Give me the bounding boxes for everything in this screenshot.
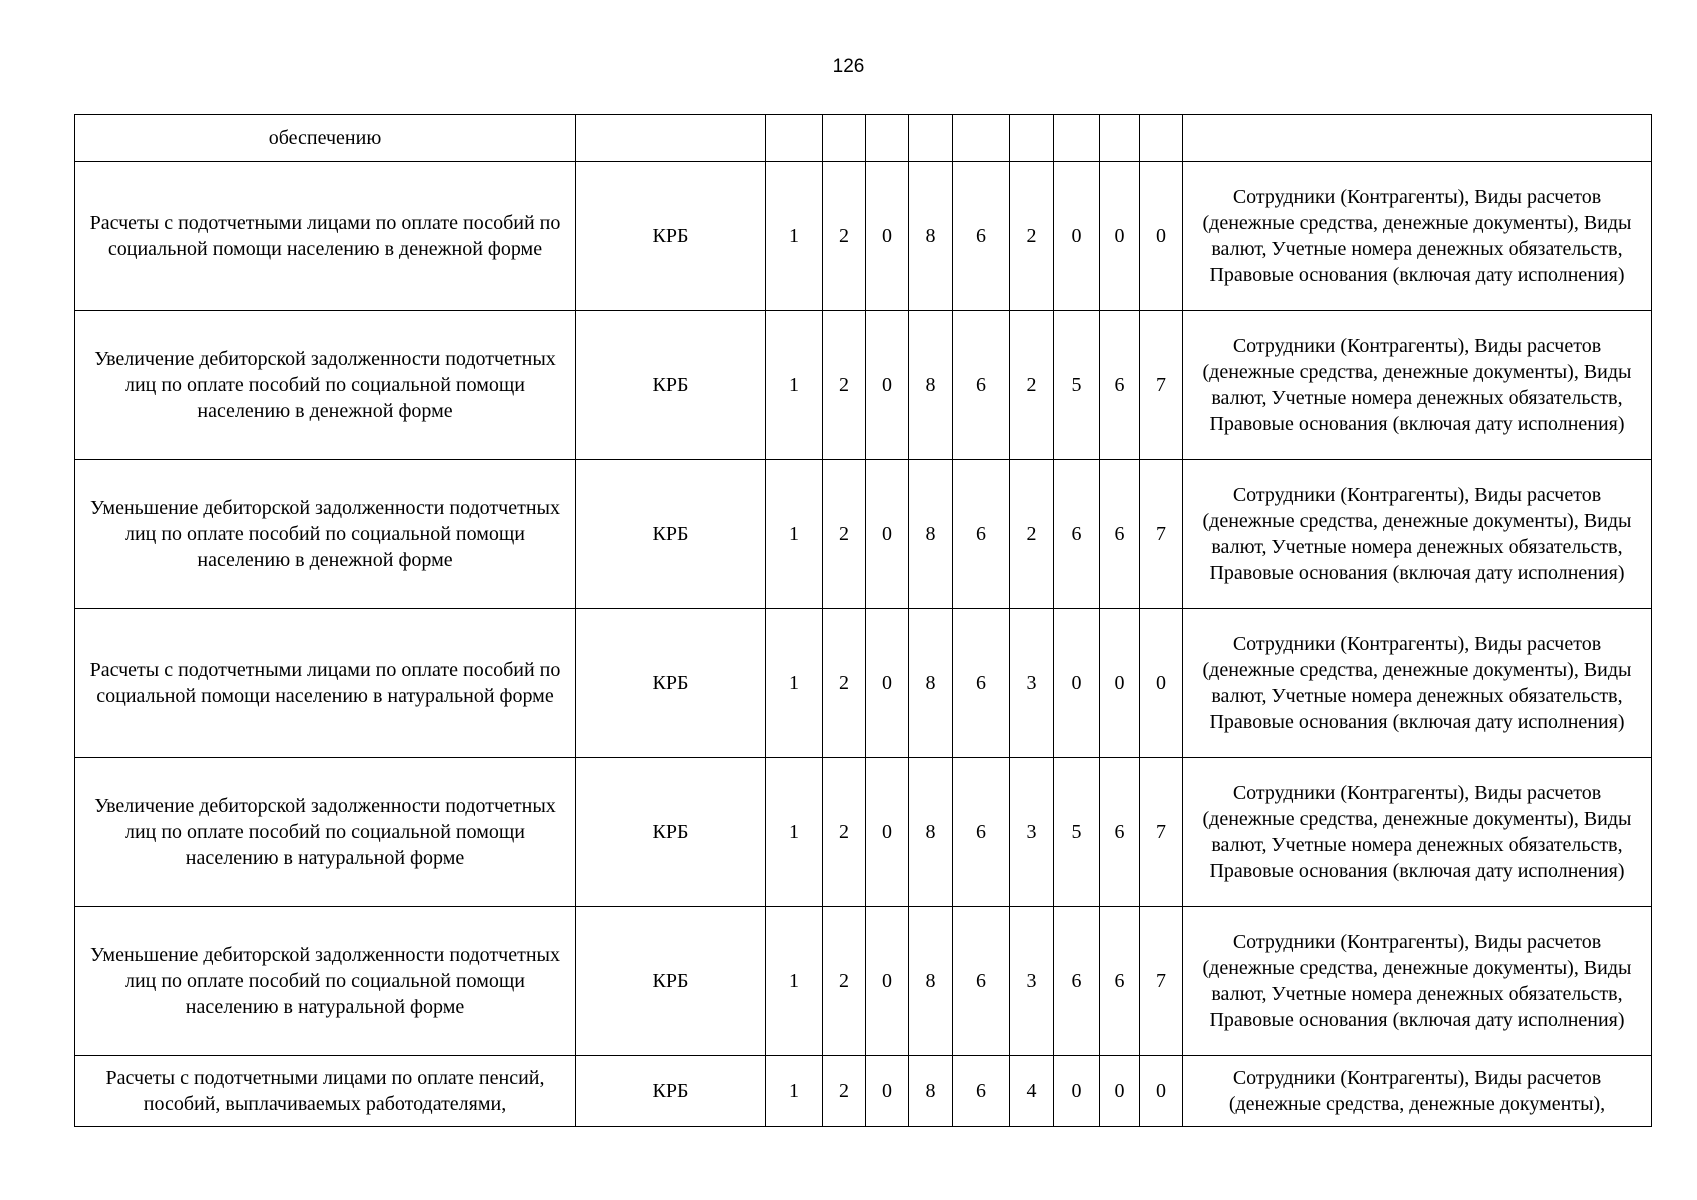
table-row — [75, 460, 1652, 609]
budget-code: КРБ — [576, 758, 766, 907]
account-digit: 6 — [1100, 907, 1140, 1056]
account-digit — [1054, 115, 1100, 162]
account-digit: 6 — [953, 758, 1010, 907]
budget-code: КРБ — [576, 907, 766, 1056]
account-digit: 6 — [953, 609, 1010, 758]
budget-code: КРБ — [576, 609, 766, 758]
account-digit: 0 — [866, 758, 909, 907]
account-digit — [1010, 115, 1054, 162]
table-row — [75, 115, 1652, 162]
account-digit: 8 — [909, 907, 953, 1056]
account-description: Увеличение дебиторской задолженности подотчетных лиц по оплате пособий по социальной помощи населению в натуральной форме — [75, 758, 576, 907]
account-digit: 6 — [953, 1056, 1010, 1127]
account-digit: 1 — [766, 609, 823, 758]
account-digit: 2 — [1010, 311, 1054, 460]
account-digit — [766, 115, 823, 162]
account-description: Уменьшение дебиторской задолженности подотчетных лиц по оплате пособий по социальной помощи населению в натуральной форме — [75, 907, 576, 1056]
account-digit: 4 — [1010, 1056, 1054, 1127]
analytics-description: Сотрудники (Контрагенты), Виды расчетов (денежные средства, денежные документы), Виды валют, Учетные номера денежных обязательств, Правовые основания (включая дату исполнения) — [1183, 311, 1652, 460]
analytics-description: Сотрудники (Контрагенты), Виды расчетов (денежные средства, денежные документы), — [1183, 1056, 1652, 1127]
account-description: Уменьшение дебиторской задолженности подотчетных лиц по оплате пособий по социальной помощи населению в денежной форме — [75, 460, 576, 609]
account-digit: 2 — [823, 609, 866, 758]
table-row — [75, 609, 1652, 758]
budget-code: КРБ — [576, 460, 766, 609]
account-digit: 6 — [953, 907, 1010, 1056]
account-digit: 0 — [1054, 609, 1100, 758]
account-digit: 7 — [1140, 758, 1183, 907]
account-digit: 5 — [1054, 758, 1100, 907]
account-digit: 2 — [1010, 460, 1054, 609]
account-digit: 1 — [766, 1056, 823, 1127]
account-digit: 3 — [1010, 758, 1054, 907]
account-digit: 0 — [866, 907, 909, 1056]
account-description: Увеличение дебиторской задолженности подотчетных лиц по оплате пособий по социальной помощи населению в денежной форме — [75, 311, 576, 460]
budget-code: КРБ — [576, 162, 766, 311]
account-digit: 2 — [1010, 162, 1054, 311]
account-digit — [1100, 115, 1140, 162]
account-digit — [823, 115, 866, 162]
table-row — [75, 162, 1652, 311]
account-digit: 5 — [1054, 311, 1100, 460]
account-digit: 1 — [766, 311, 823, 460]
account-digit: 8 — [909, 311, 953, 460]
account-digit — [866, 115, 909, 162]
budget-code: КРБ — [576, 311, 766, 460]
account-digit: 0 — [1100, 1056, 1140, 1127]
account-digit: 0 — [1100, 162, 1140, 311]
analytics-description: Сотрудники (Контрагенты), Виды расчетов (денежные средства, денежные документы), Виды валют, Учетные номера денежных обязательств, Правовые основания (включая дату исполнения) — [1183, 758, 1652, 907]
account-digit: 1 — [766, 162, 823, 311]
budget-code: КРБ — [576, 1056, 766, 1127]
account-digit: 0 — [866, 460, 909, 609]
account-digit: 1 — [766, 758, 823, 907]
account-digit: 0 — [1100, 609, 1140, 758]
account-digit: 0 — [1140, 1056, 1183, 1127]
account-digit: 6 — [1100, 460, 1140, 609]
analytics-description: Сотрудники (Контрагенты), Виды расчетов (денежные средства, денежные документы), Виды валют, Учетные номера денежных обязательств, Правовые основания (включая дату исполнения) — [1183, 907, 1652, 1056]
account-digit: 6 — [1100, 758, 1140, 907]
account-digit: 2 — [823, 907, 866, 1056]
analytics-description: Сотрудники (Контрагенты), Виды расчетов (денежные средства, денежные документы), Виды валют, Учетные номера денежных обязательств, Правовые основания (включая дату исполнения) — [1183, 609, 1652, 758]
account-digit: 8 — [909, 460, 953, 609]
account-digit: 6 — [1054, 907, 1100, 1056]
account-digit: 3 — [1010, 907, 1054, 1056]
account-digit: 6 — [953, 460, 1010, 609]
account-digit — [909, 115, 953, 162]
account-digit: 0 — [1140, 609, 1183, 758]
account-digit: 1 — [766, 907, 823, 1056]
account-digit: 7 — [1140, 311, 1183, 460]
account-digit: 6 — [1100, 311, 1140, 460]
account-digit: 2 — [823, 1056, 866, 1127]
accounts-table — [74, 114, 1652, 1127]
account-digit: 8 — [909, 162, 953, 311]
account-digit: 6 — [953, 311, 1010, 460]
account-digit: 0 — [1140, 162, 1183, 311]
account-digit: 0 — [1054, 1056, 1100, 1127]
table-row — [75, 907, 1652, 1056]
account-digit: 2 — [823, 758, 866, 907]
account-digit: 0 — [866, 1056, 909, 1127]
account-digit: 2 — [823, 162, 866, 311]
account-digit: 0 — [866, 609, 909, 758]
account-description: Расчеты с подотчетными лицами по оплате пенсий, пособий, выплачиваемых работодателями, — [75, 1056, 576, 1127]
analytics-description — [1183, 115, 1652, 162]
budget-code — [576, 115, 766, 162]
account-digit: 8 — [909, 1056, 953, 1127]
table-row — [75, 758, 1652, 907]
account-digit — [1140, 115, 1183, 162]
account-digit: 7 — [1140, 907, 1183, 1056]
account-description: Расчеты с подотчетными лицами по оплате пособий по социальной помощи населению в натуральной форме — [75, 609, 576, 758]
table-row — [75, 311, 1652, 460]
account-digit: 8 — [909, 609, 953, 758]
account-digit: 0 — [1054, 162, 1100, 311]
account-digit: 0 — [866, 162, 909, 311]
account-digit: 1 — [766, 460, 823, 609]
account-digit: 0 — [866, 311, 909, 460]
account-digit: 7 — [1140, 460, 1183, 609]
account-digit: 8 — [909, 758, 953, 907]
analytics-description: Сотрудники (Контрагенты), Виды расчетов (денежные средства, денежные документы), Виды валют, Учетные номера денежных обязательств, Правовые основания (включая дату исполнения) — [1183, 460, 1652, 609]
account-digit: 6 — [953, 162, 1010, 311]
account-digit: 2 — [823, 460, 866, 609]
account-description: Расчеты с подотчетными лицами по оплате пособий по социальной помощи населению в денежной форме — [75, 162, 576, 311]
account-description: обеспечению — [75, 115, 576, 162]
account-digit — [953, 115, 1010, 162]
account-digit: 3 — [1010, 609, 1054, 758]
table-row — [75, 1056, 1652, 1127]
account-digit: 6 — [1054, 460, 1100, 609]
analytics-description: Сотрудники (Контрагенты), Виды расчетов (денежные средства, денежные документы), Виды валют, Учетные номера денежных обязательств, Правовые основания (включая дату исполнения) — [1183, 162, 1652, 311]
page-number: 126 — [832, 56, 865, 77]
account-digit: 2 — [823, 311, 866, 460]
